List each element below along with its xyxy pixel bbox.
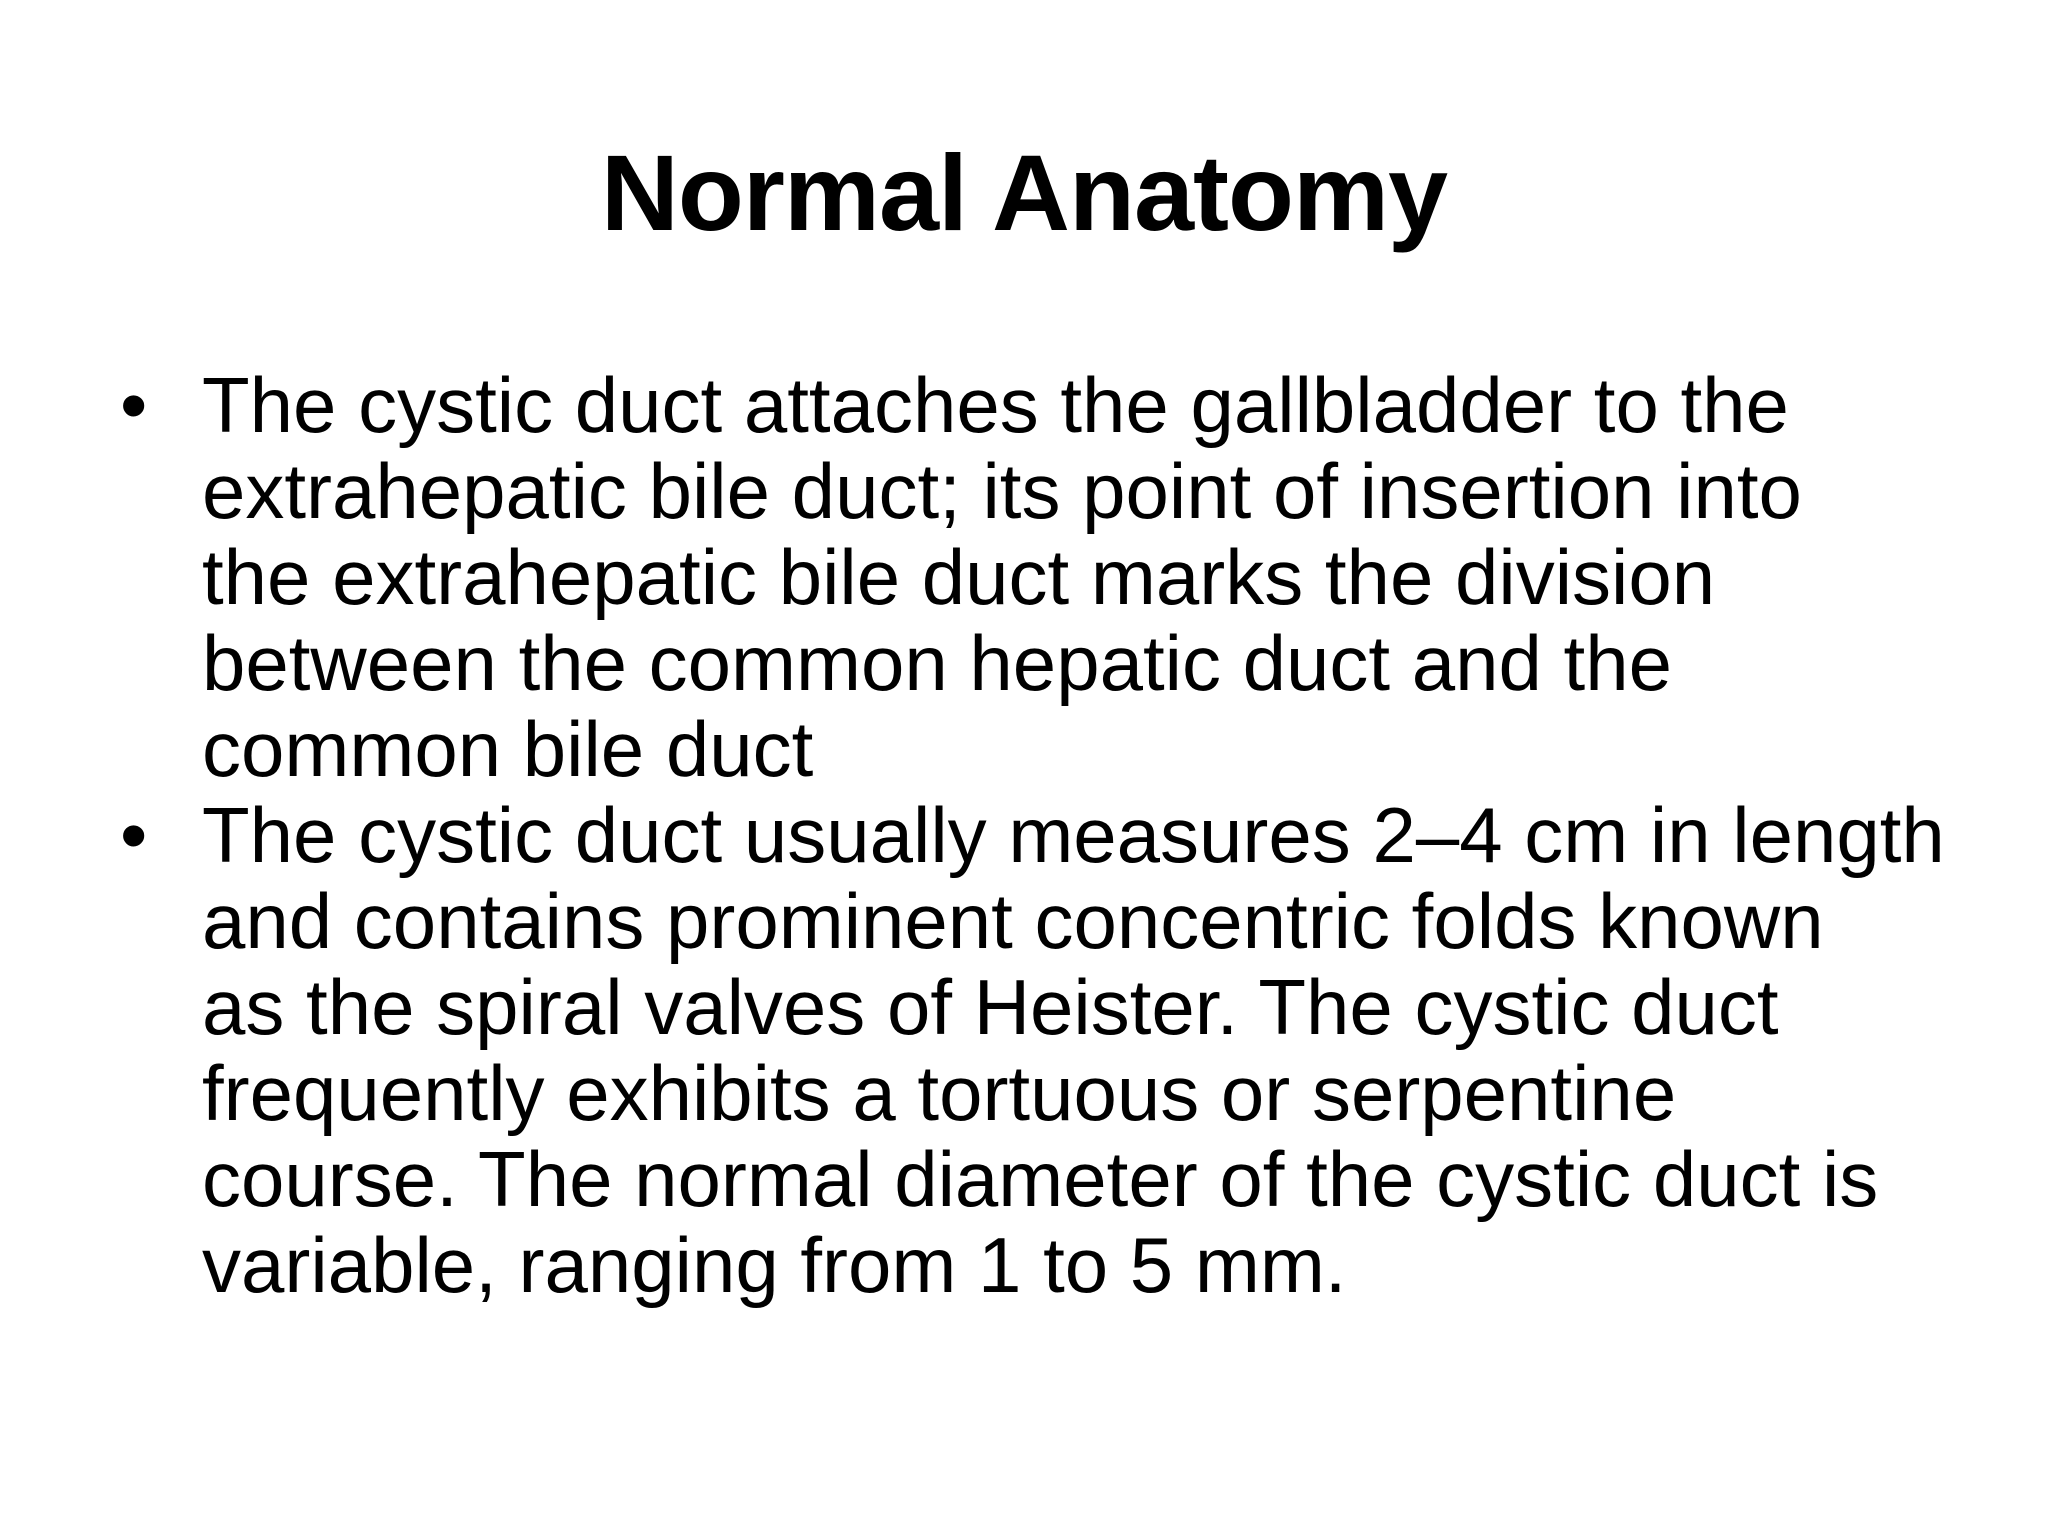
bullet-text: The cystic duct usually measures 2–4 cm in length and contains prominent concentric folds known as the spiral valves of Heister. The cystic duct frequently exhibits a tortuous or serpentine course. The normal diameter of the cystic duct is variable, ranging from 1 to 5 mm. xyxy=(202,791,1945,1309)
slide-title: Normal Anatomy xyxy=(600,132,1448,253)
bullet-icon: • xyxy=(120,791,148,879)
bullet-text: The cystic duct attaches the gallbladder to the extrahepatic bile duct; its point of insertion into the extrahepatic bile duct marks the division between the common hepatic duct and the common bile duct xyxy=(202,361,1802,793)
bullet-list xyxy=(120,362,1980,1308)
bullet-icon: • xyxy=(120,361,148,449)
bullet-item xyxy=(120,362,1980,792)
bullet-item xyxy=(120,792,1980,1308)
